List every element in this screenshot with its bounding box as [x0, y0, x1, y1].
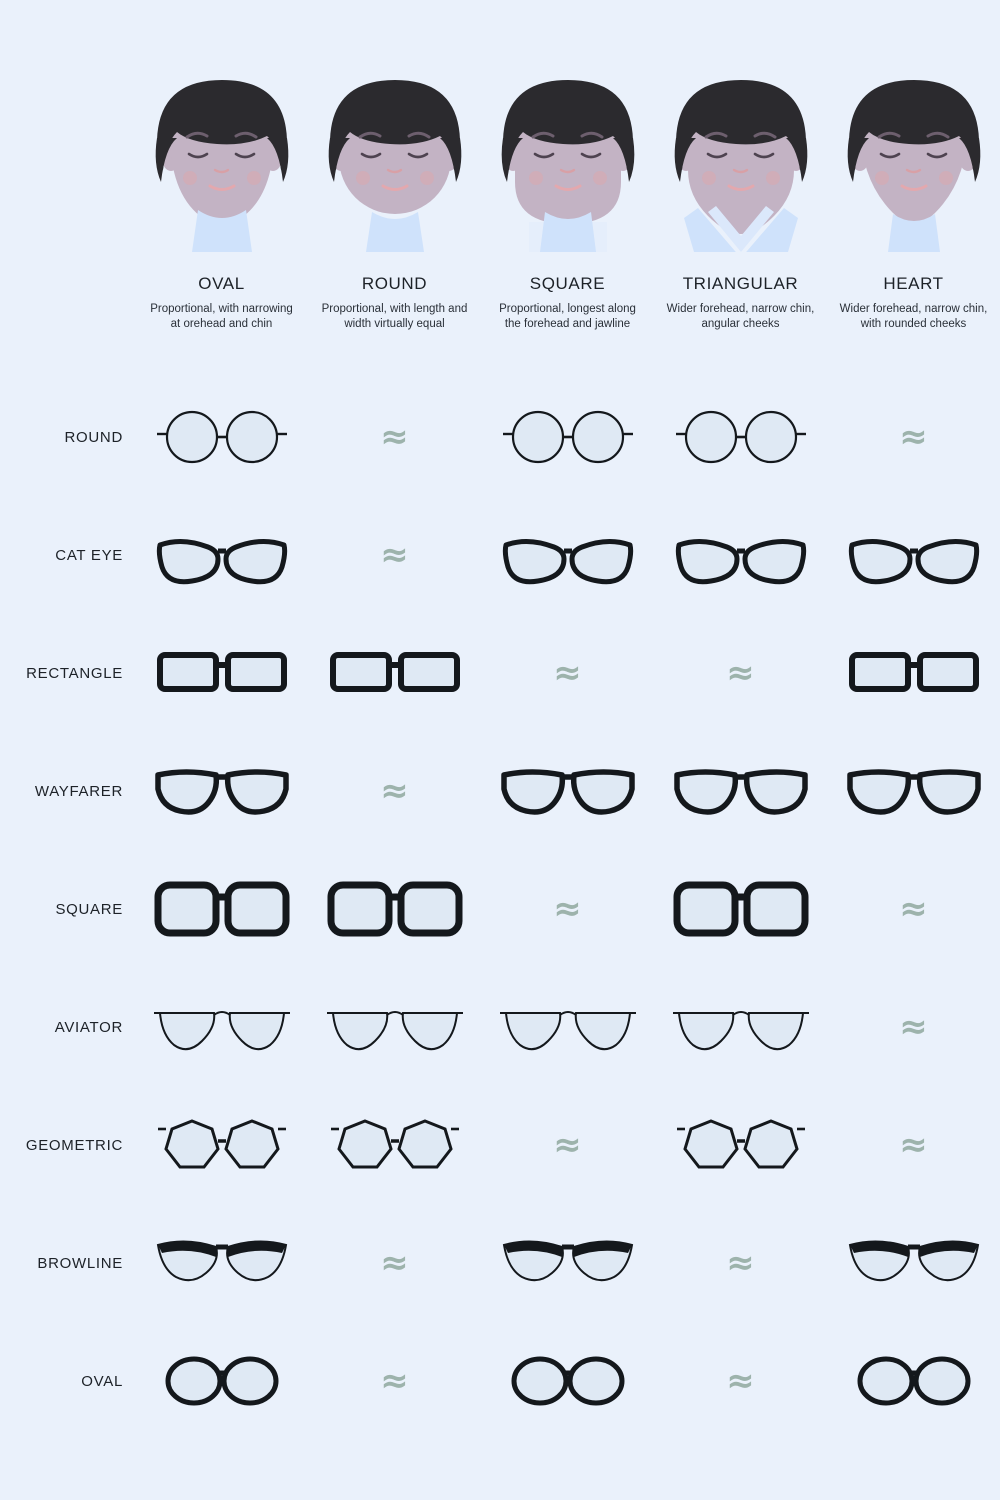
glasses-icon — [827, 614, 1000, 732]
wave-icon — [308, 732, 481, 850]
frame-style-label: RECTANGLE — [26, 664, 123, 682]
wave-glyph: ≈ — [380, 535, 409, 575]
wave-icon — [654, 614, 827, 732]
glasses-icon — [308, 1086, 481, 1204]
face-shape-description: Proportional, with length and width virtually equal — [321, 303, 468, 330]
wave-icon — [481, 1086, 654, 1204]
frame-style-label: ROUND — [64, 428, 123, 446]
wave-glyph: ≈ — [553, 889, 582, 929]
wave-glyph: ≈ — [899, 1125, 928, 1165]
glasses-icon — [308, 850, 481, 968]
face-illustration-heart — [827, 62, 1000, 252]
frame-style-row — [0, 732, 1000, 850]
face-shapes-header — [135, 0, 1000, 370]
glasses-icon — [654, 968, 827, 1086]
wave-glyph: ≈ — [899, 417, 928, 457]
glasses-icon — [135, 850, 308, 968]
frame-style-row — [0, 496, 1000, 614]
glasses-icon — [481, 496, 654, 614]
wave-glyph: ≈ — [380, 771, 409, 811]
glasses-icon — [481, 1322, 654, 1440]
face-shape-column — [827, 0, 1000, 370]
glasses-icon — [135, 732, 308, 850]
face-shape-name: OVAL — [198, 274, 245, 293]
face-shape-description: Proportional, with narrowing at orehead and chin — [150, 303, 293, 330]
wave-glyph: ≈ — [380, 1361, 409, 1401]
face-shape-name: HEART — [883, 274, 944, 293]
glasses-icon — [481, 732, 654, 850]
frame-style-label: GEOMETRIC — [25, 1136, 123, 1154]
wave-glyph: ≈ — [726, 1243, 755, 1283]
glasses-icon — [654, 1086, 827, 1204]
glasses-icon — [308, 968, 481, 1086]
wave-icon — [308, 1204, 481, 1322]
wave-glyph: ≈ — [380, 1243, 409, 1283]
glasses-icon — [654, 732, 827, 850]
glasses-icon — [654, 378, 827, 496]
frame-style-row — [0, 614, 1000, 732]
glasses-icon — [481, 378, 654, 496]
face-shape-description: Proportional, longest along the forehead and jawline — [499, 303, 636, 330]
glasses-icon — [654, 850, 827, 968]
glasses-icon — [481, 1204, 654, 1322]
wave-icon — [827, 850, 1000, 968]
glasses-icon — [135, 614, 308, 732]
face-shape-description: Wider forehead, narrow chin, with rounded cheeks — [839, 303, 988, 330]
face-shape-name: SQUARE — [529, 274, 606, 293]
wave-icon — [481, 850, 654, 968]
wave-icon — [827, 1086, 1000, 1204]
frame-recommendation-grid — [0, 378, 1000, 1440]
glasses-icon — [135, 496, 308, 614]
glasses-icon — [654, 496, 827, 614]
frame-style-row — [0, 1322, 1000, 1440]
wave-icon — [827, 968, 1000, 1086]
glasses-icon — [308, 614, 481, 732]
frame-style-label: AVIATOR — [54, 1018, 123, 1036]
glasses-icon — [135, 1322, 308, 1440]
glasses-icon — [827, 496, 1000, 614]
face-shape-description: Wider forehead, narrow chin, angular cheeks — [666, 303, 815, 330]
frame-style-row — [0, 378, 1000, 496]
frame-style-row — [0, 1086, 1000, 1204]
frame-style-label: OVAL — [81, 1372, 123, 1390]
wave-icon — [481, 614, 654, 732]
wave-glyph: ≈ — [380, 417, 409, 457]
glasses-icon — [827, 1204, 1000, 1322]
face-shape-column — [308, 0, 481, 370]
face-illustration-round — [308, 62, 481, 252]
glasses-icon — [827, 1322, 1000, 1440]
frame-style-label: SQUARE — [55, 900, 123, 918]
glasses-icon — [827, 732, 1000, 850]
glasses-icon — [135, 1204, 308, 1322]
frame-style-row — [0, 968, 1000, 1086]
wave-glyph: ≈ — [553, 1125, 582, 1165]
wave-glyph: ≈ — [726, 653, 755, 693]
face-illustration-oval — [135, 62, 308, 252]
glasses-icon — [481, 968, 654, 1086]
glasses-icon — [135, 968, 308, 1086]
frame-style-label: CAT EYE — [55, 546, 123, 564]
frame-style-label: BROWLINE — [37, 1254, 123, 1272]
wave-glyph: ≈ — [899, 889, 928, 929]
frame-style-row — [0, 1204, 1000, 1322]
wave-glyph: ≈ — [899, 1007, 928, 1047]
wave-icon — [654, 1322, 827, 1440]
glasses-icon — [135, 378, 308, 496]
face-illustration-triangular — [654, 62, 827, 252]
wave-glyph: ≈ — [726, 1361, 755, 1401]
face-shape-name: ROUND — [361, 274, 428, 293]
wave-icon — [308, 1322, 481, 1440]
face-shape-column — [654, 0, 827, 370]
wave-icon — [308, 496, 481, 614]
face-shape-name: TRIANGULAR — [682, 274, 799, 293]
face-shape-column — [135, 0, 308, 370]
wave-icon — [654, 1204, 827, 1322]
glasses-icon — [135, 1086, 308, 1204]
wave-glyph: ≈ — [553, 653, 582, 693]
frame-style-label: WAYFARER — [34, 782, 123, 800]
wave-icon — [827, 378, 1000, 496]
wave-icon — [308, 378, 481, 496]
frame-style-row — [0, 850, 1000, 968]
face-illustration-square — [481, 62, 654, 252]
face-shape-column — [481, 0, 654, 370]
